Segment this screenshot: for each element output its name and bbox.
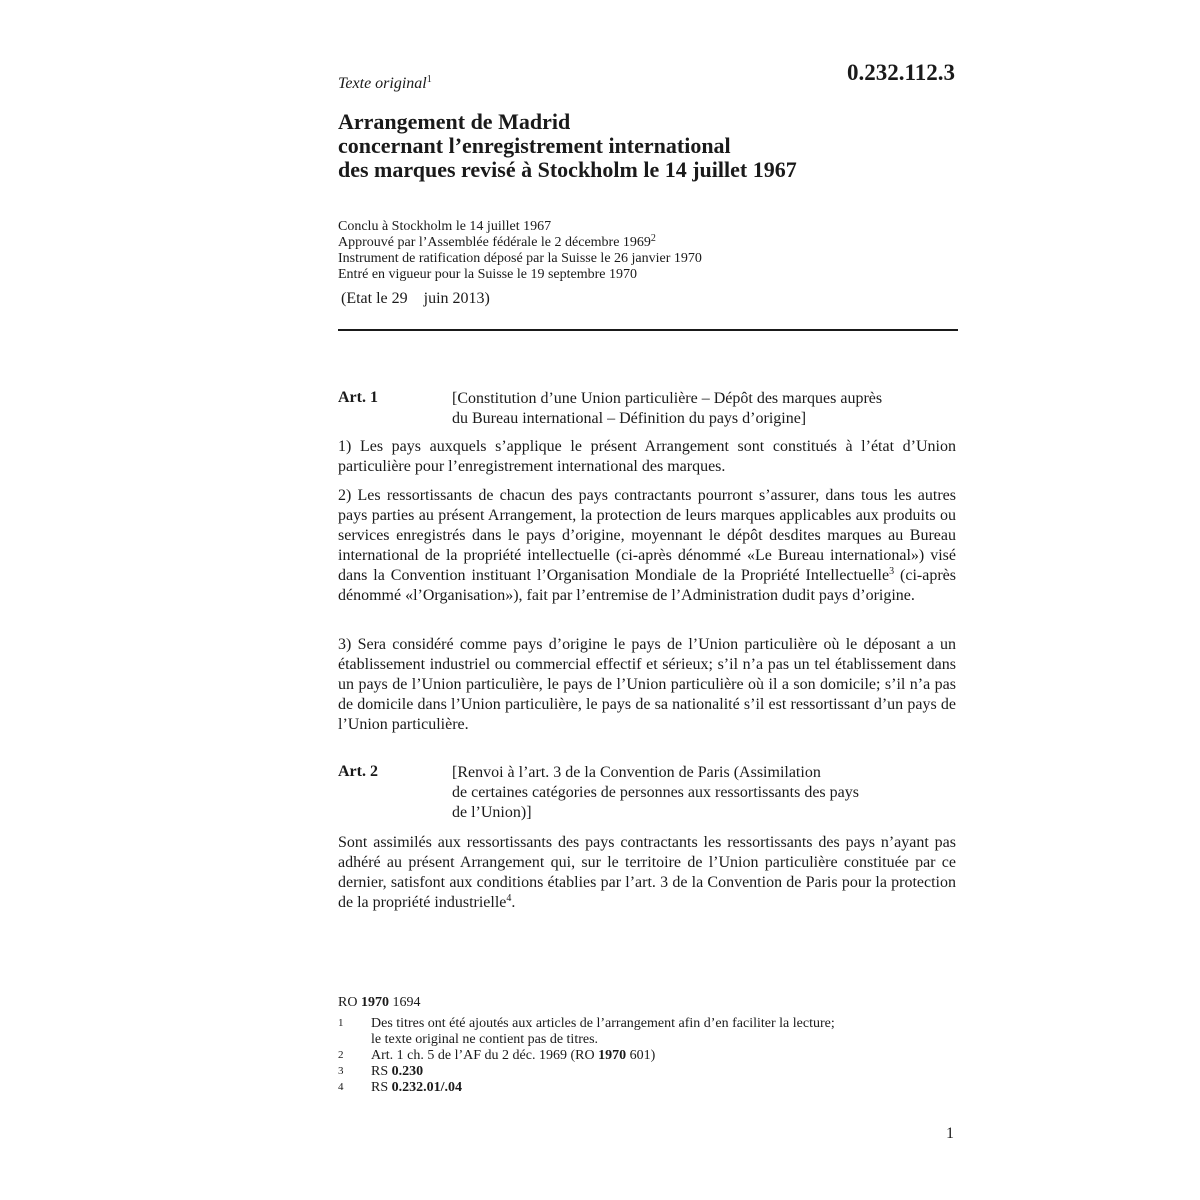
- footnote-3-mark: 3: [338, 1065, 344, 1077]
- title-line-2: concernant l’enregistrement international: [338, 133, 731, 158]
- concluded-line: Conclu à Stockholm le 14 juillet 1967: [338, 219, 552, 234]
- header-divider: [338, 329, 958, 331]
- article-1-paragraph-2: [338, 486, 956, 606]
- approved-line-text: Approuvé par l’Assemblée fédérale le 2 décembre 1969: [338, 235, 651, 250]
- article-2-paragraph-1-text: Sont assimilés aux ressortissants des pays contractants les ressortissants des pays n’ayant pas adhéré au présent Arrangement qui, sur le territoire de l’Union particulière constituée par ce dernier, satisfont aux conditions établies par l’art. 3 de la Convention de Paris pour la protection de la propriété industrielle: [338, 834, 956, 911]
- footnote-4-text-bold: 0.232.01/.04: [391, 1080, 463, 1095]
- article-2-title-line-1: [Renvoi à l’art. 3 de la Convention de Paris (Assimilation: [452, 764, 821, 781]
- article-1-paragraph-2-text: 2) Les ressortissants de chacun des pays contractants pourront s’assurer, dans tous les autres pays parties au présent Arrangement, la protection de leurs marques applicables aux produits ou services enregistrés dans le pays d’origine, moyennant le dépôt desdites marques au Bureau international de la propriété intellectuelle (ci-après dénommé «Le Bureau international») visé dans la Convention instituant l’Organisation Mondiale de la Propriété Intellectuelle: [338, 487, 956, 584]
- article-1-paragraph-3: 3) Sera considéré comme pays d’origine le pays de l’Union particulière où le déposant a un établissement industriel ou commercial effectif et sérieux; s’il n’a pas un tel établissement dans un pays de l’Union particulière, le pays de l’Union particulière où il a son domicile; s’il n’a pas de domicile dans l’Union particulière, le pays de sa nationalité s’il est ressortissant d’un pays de l’Union particulière.: [338, 636, 956, 733]
- footnote-1-line-1: Des titres ont été ajoutés aux articles de l’arrangement afin d’en faciliter la lecture;: [371, 1016, 835, 1031]
- footnote-2: [338, 1048, 958, 1064]
- footnote-2-text-after: 601): [626, 1048, 656, 1063]
- footnote-3-text-before: RS: [371, 1064, 392, 1079]
- ro-prefix: RO: [338, 995, 358, 1010]
- article-1-number: Art. 1: [338, 389, 378, 406]
- article-1-paragraph-2-text-end: (ci-après dénommé «l’Organisation»), fait par l’entremise de l’Administration dudit pays d’origine.: [338, 567, 956, 604]
- footnote-1-mark: 1: [338, 1017, 344, 1029]
- footnote-2-text: [371, 1048, 958, 1064]
- footnote-2-mark: 2: [338, 1049, 344, 1061]
- state-date: (Etat le 29 juin 2013): [341, 290, 490, 307]
- footnote-4-text-before: RS: [371, 1080, 392, 1095]
- footnote-3: [338, 1064, 958, 1080]
- original-text-label: [338, 75, 432, 93]
- ro-year: 1970: [360, 995, 389, 1010]
- article-2-title: [452, 763, 962, 823]
- article-1-paragraph-1: 1) Les pays auxquels s’applique le présent Arrangement sont constitués à l’état d’Union particulière pour l’enregistrement international des marques.: [338, 438, 956, 475]
- article-2-paragraph-1: [338, 833, 956, 913]
- footnote-4-text: [371, 1080, 958, 1096]
- footnote-4-mark: 4: [338, 1081, 344, 1093]
- article-1-title-line-1: [Constitution d’une Union particulière – Dépôt des marques auprès: [452, 390, 883, 407]
- ratification-line: Instrument de ratification déposé par la Suisse le 26 janvier 1970: [338, 251, 702, 266]
- article-2-number: Art. 2: [338, 763, 378, 780]
- document-title: [338, 110, 978, 182]
- footnote-1-text: [371, 1016, 958, 1048]
- ro-citation: [338, 995, 420, 1011]
- title-line-1: Arrangement de Madrid: [338, 109, 571, 134]
- page-number: 1: [946, 1125, 954, 1142]
- footnote-ref-1[interactable]: 1: [426, 74, 432, 85]
- footnote-3-text: [371, 1064, 958, 1080]
- ro-page: 1694: [392, 995, 421, 1010]
- article-1-title: [452, 389, 962, 429]
- footnote-3-text-bold: 0.230: [391, 1064, 424, 1079]
- footnote-1-line-2: le texte original ne contient pas de titres.: [371, 1032, 599, 1047]
- footnote-ref-4[interactable]: 4: [506, 893, 512, 904]
- article-1-title-line-2: du Bureau international – Définition du pays d’origine]: [452, 410, 807, 427]
- approved-line: [338, 235, 958, 251]
- enactment-metadata: [338, 219, 958, 283]
- footnotes: [338, 1016, 958, 1096]
- footnote-4: [338, 1080, 958, 1096]
- original-text-label-text: Texte original: [338, 75, 427, 92]
- footnote-2-text-before: Art. 1 ch. 5 de l’AF du 2 déc. 1969 (RO: [371, 1048, 599, 1063]
- footnote-ref-2[interactable]: 2: [650, 233, 656, 244]
- footnote-ref-3[interactable]: 3: [889, 566, 895, 577]
- article-2-paragraph-1-text-end: .: [511, 894, 516, 911]
- article-2-title-line-3: de l’Union)]: [452, 804, 532, 821]
- footnote-1: [338, 1016, 958, 1048]
- footnote-2-text-bold: 1970: [598, 1048, 627, 1063]
- sr-number: 0.232.112.3: [847, 60, 955, 85]
- in-force-line: Entré en vigueur pour la Suisse le 19 septembre 1970: [338, 267, 637, 282]
- article-2-title-line-2: de certaines catégories de personnes aux ressortissants des pays: [452, 784, 859, 801]
- title-line-3: des marques revisé à Stockholm le 14 juillet 1967: [338, 157, 797, 182]
